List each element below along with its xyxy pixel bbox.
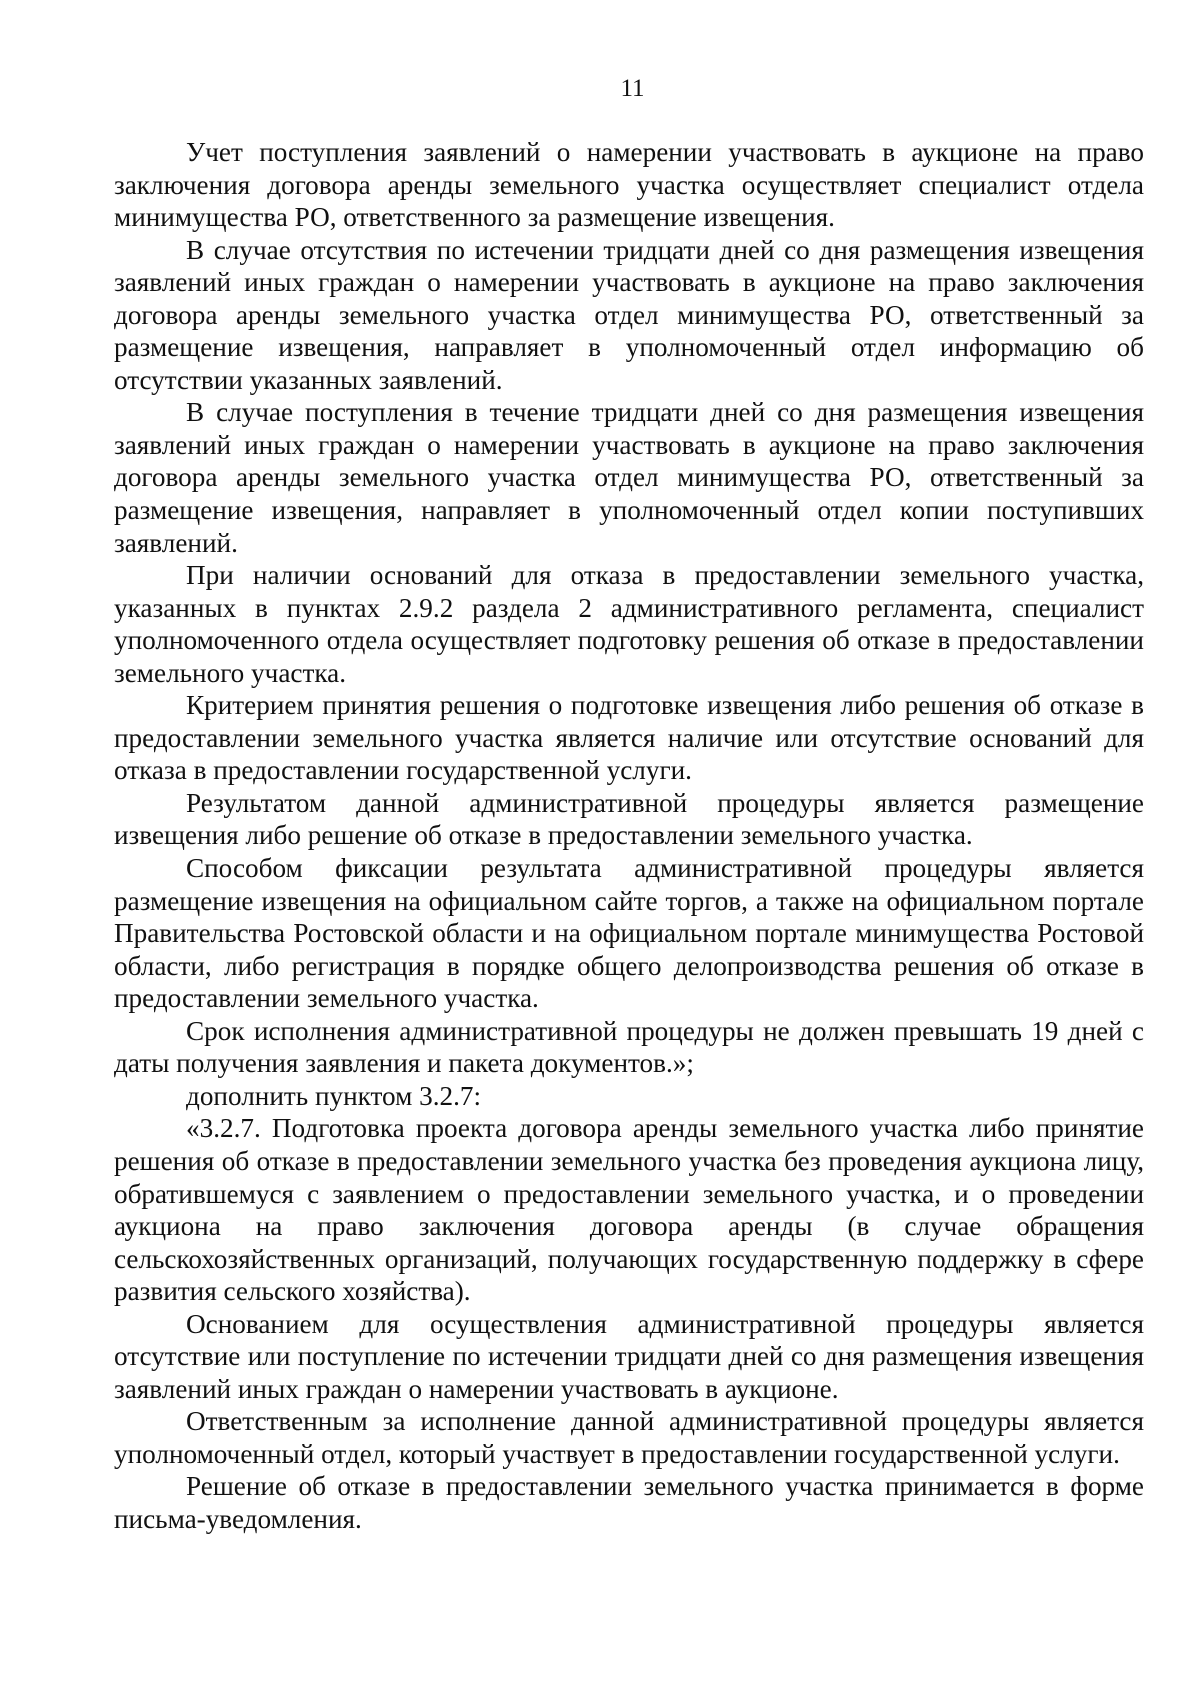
paragraph: В случае поступления в течение тридцати дней со дня размещения извещения заявлений иных граждан о намерении участвовать в аукционе на право заключения договора аренды земельного участка отдел минимущества РО, ответственный за размещение извещения, направляет в уполномоченный отдел копии поступивших заявлений.: [114, 397, 1144, 558]
paragraph: В случае отсутствия по истечении тридцати дней со дня размещения извещения заявлений иных граждан о намерении участвовать в аукционе на право заключения договора аренды земельного участка отдел минимущества РО, ответственный за размещение извещения, направляет в уполномоченный отдел информацию об отсутствии указанных заявлений.: [114, 234, 1144, 395]
paragraph: Срок исполнения административной процедуры не должен превышать 19 дней с даты получения заявления и пакета документов.»;: [114, 1015, 1144, 1079]
document-body: [114, 136, 1144, 1536]
paragraph: дополнить пунктом 3.2.7:: [186, 1080, 482, 1111]
paragraph: Способом фиксации результата административной процедуры является размещение извещения на официальном сайте торгов, а также на официальном портале Правительства Ростовской области и на официальном портале минимущества Ростовой области, либо регистрация в порядке общего делопроизводства решения об отказе в предоставлении земельного участка.: [114, 853, 1144, 1014]
paragraph: Результатом данной административной процедуры является размещение извещения либо решение об отказе в предоставлении земельного участка.: [114, 787, 1144, 851]
page-number: 11: [620, 75, 645, 102]
paragraph: Учет поступления заявлений о намерении участвовать в аукционе на право заключения договора аренды земельного участка осуществляет специалист отдела минимущества РО, ответственного за размещение извещения.: [114, 137, 1144, 233]
paragraph: Критерием принятия решения о подготовке извещения либо решения об отказе в предоставлении земельного участка является наличие или отсутствие оснований для отказа в предоставлении государственной услуги.: [114, 690, 1144, 786]
paragraph: Ответственным за исполнение данной административной процедуры является уполномоченный отдел, который участвует в предоставлении государственной услуги.: [114, 1406, 1144, 1469]
paragraph: Основанием для осуществления административной процедуры является отсутствие или поступление по истечении тридцати дней со дня размещения извещения заявлений иных граждан о намерении участвовать в аукционе.: [114, 1308, 1144, 1404]
paragraph: Решение об отказе в предоставлении земельного участка принимается в форме письма-уведомления.: [114, 1471, 1144, 1534]
paragraph: «3.2.7. Подготовка проекта договора аренды земельного участка либо принятие решения об отказе в предоставлении земельного участка без проведения аукциона лицу, обратившемуся с заявлением о предоставлении земельного участка, и о проведении аукциона на право заключения договора аренды (в случае обращения сельскохозяйственных организаций, получающих государственную поддержку в сфере развития сельского хозяйства).: [114, 1113, 1144, 1307]
paragraph: При наличии оснований для отказа в предоставлении земельного участка, указанных в пунктах 2.9.2 раздела 2 административного регламента, специалист уполномоченного отдела осуществляет подготовку решения об отказе в предоставлении земельного участка.: [114, 560, 1144, 688]
